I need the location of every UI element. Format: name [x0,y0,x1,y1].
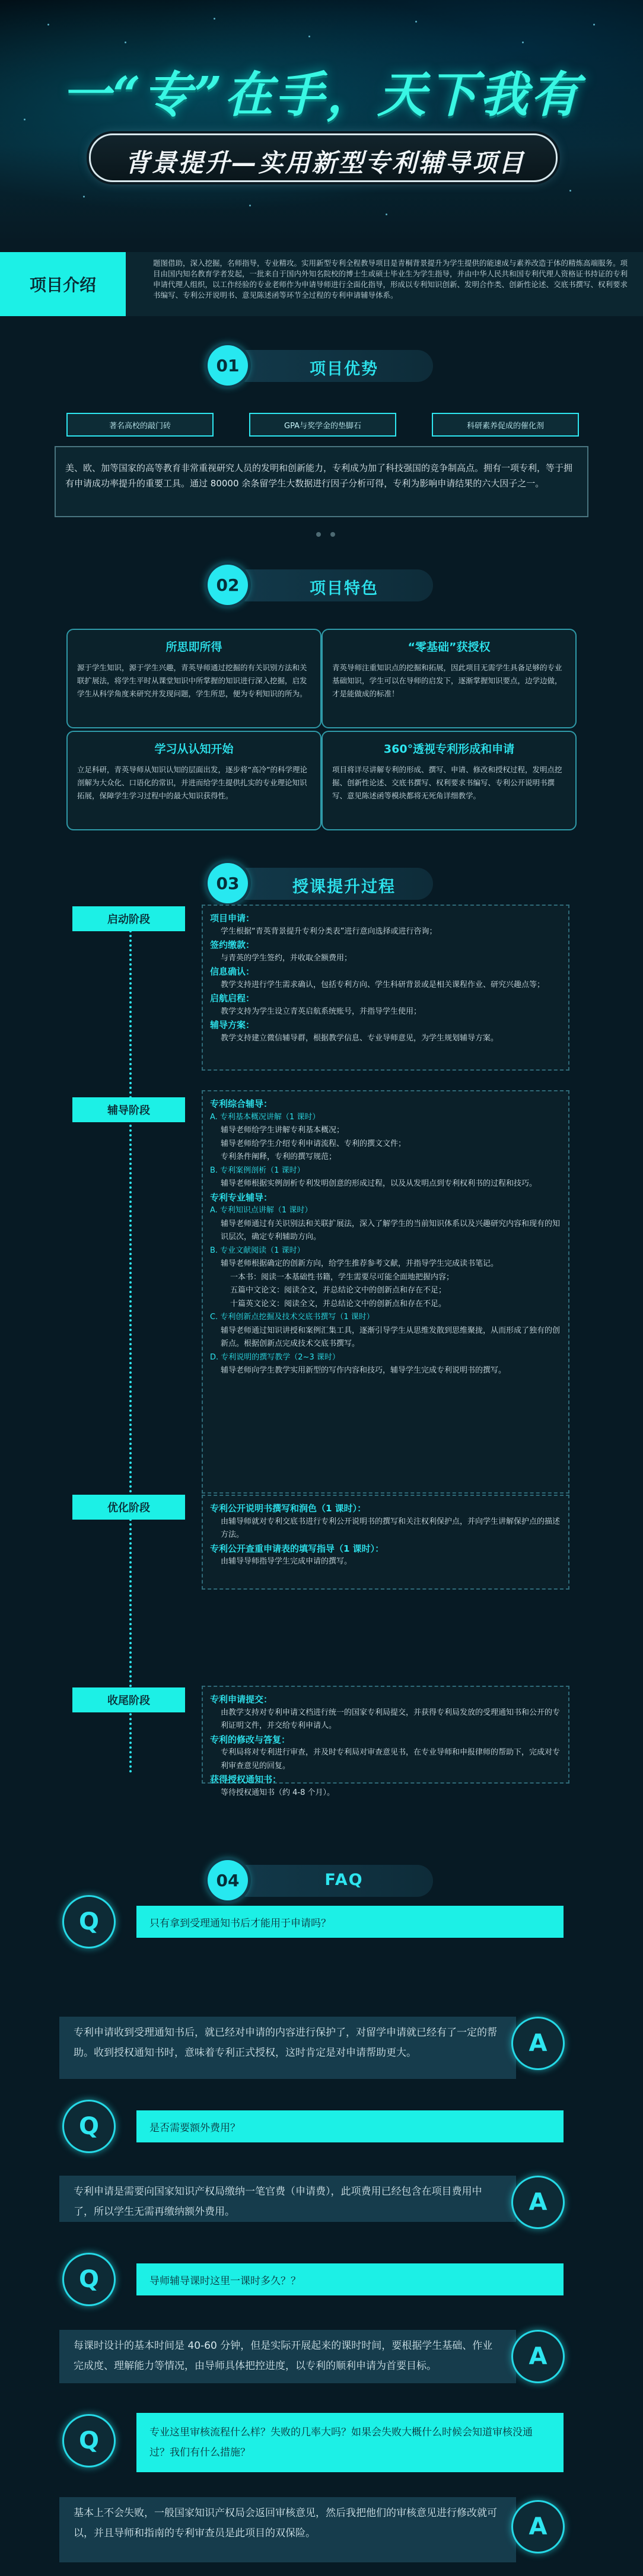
section-number: 03 [208,863,248,903]
section-title: 项目特色 [310,579,378,598]
stage-step-heading: 辅导方案： [210,1020,255,1030]
section-number: 02 [208,565,248,605]
stage-step-heading: 专利专业辅导： [210,1192,273,1203]
stage-step-text: 辅导老师给学生讲解专利基本概况； [221,1126,345,1135]
stage-step-heading: 专利公开说明书撰写和润色（1 课时）： [210,1503,367,1514]
stage-tag-optimize: 优化阶段 [72,1495,185,1520]
stage-step-text: 与青英的学生签约，并收取全额费用； [221,953,352,963]
carousel-dot[interactable] [316,532,321,537]
faq-answer: 基本上不会失败，一般国家知识产权局会返回审核意见，然后我把他们的审核意见进行修改就可以，并且导师和指南的专利审查员是此项目的双保险。 [59,2497,516,2562]
faq-answer: 每课时设计的基本时间是 40-60 分钟，但是实际开展起来的课时时间，要根据学生基础、作业完成度、理解能力等情况，由导师具体把控进度，以专利的顺利申请为首要目标。 [59,2330,516,2383]
section-header-faq [208,1860,439,1900]
stage-step-heading: 专利的修改与答复： [210,1734,291,1745]
question-icon: Q [62,2100,116,2153]
advantage-tab-2[interactable]: GPA与奖学金的垫脚石 [249,413,396,437]
stage-step-text: 由辅导导师指导学生完成申请的撰写。 [221,1557,352,1566]
answer-icon: A [511,2330,565,2383]
question-icon: Q [62,2253,116,2306]
carousel-dot[interactable] [330,532,335,537]
stage-tag-start: 启动阶段 [72,906,185,931]
stage-step-heading: 启航启程： [210,993,255,1004]
stage-step-text: 由教学支持对专利申请文档进行统一的国家专利局提交，并获得专利局发放的受理通知书和公开的专利证明文件，并交给专利申请人。 [221,1708,561,1730]
stage-tag-final: 收尾阶段 [72,1687,185,1712]
section-number: 04 [208,1860,248,1900]
stage-step-text: A. 专利知识点讲解（1 课时） [210,1206,313,1215]
faq-question[interactable]: 专业这里审核流程什么样？失败的几率大吗？如果会失败大概什么时候会知道审核没通过？我们有什么措施？ [136,2413,564,2472]
feature-title: 所思即所得 [165,641,222,654]
section-number: 01 [208,345,248,386]
hero-subtitle-badge [89,133,558,182]
stage-step-text: 辅导老师根据确定的创新方向，给学生推荐参考文献，并指导学生完成读书笔记。 [221,1259,499,1268]
stage-step-text: A. 专利基本概况讲解（1 课时） [210,1112,320,1122]
advantage-tab-3[interactable]: 科研素养促成的催化剂 [432,413,579,437]
stage-step-text: 一本书：阅读一本基础性书籍，学生需要尽可能全面地把握内容； [230,1272,454,1282]
stage-step-text: 教学支持为学生设立青英启航系统账号，并指导学生使用； [221,1007,422,1016]
stage-step-heading: 签约缴款： [210,940,255,950]
section-title: 授课提升过程 [292,878,396,896]
stage-step-text: 十篇英文论文：阅读全文，并总结论文中的创新点和存在不足。 [230,1299,447,1308]
stage-step-heading: 获得授权通知书： [210,1774,282,1785]
stage-box-coaching [202,1090,569,1494]
question-icon: Q [62,2414,116,2467]
feature-title: 360°透视专利形成和申请 [383,743,515,756]
stage-step-text: 专利局将对专利进行审查，并及时专利局对审查意见书，在专业导师和申报律师的帮助下，完成对专利审查意见的回复。 [221,1748,561,1771]
carousel-dots[interactable] [311,528,340,539]
feature-card [66,629,322,728]
feature-text: 立足科研，青英导师从知识认知的层面出发，逐步将“高冷”的科学理论剖解为大众化、口语化的常识，并进而给学生提供扎实的专业理论知识拓展，保障学生学习过程中的最大知识获得性。 [77,765,307,800]
feature-card [66,731,322,830]
stage-box-final [202,1686,569,1797]
section-header-features [208,565,439,605]
stage-step-text: 辅导老师根据实例剖析专利发明创意的形成过程，以及从发明点到专利权利书的过程和技巧。 [221,1179,537,1188]
stage-step-text: B. 专业文献阅读（1 课时） [210,1246,305,1255]
stage-step-heading: 专利公开查重申请表的填写指导（1 课时）： [210,1543,384,1554]
stage-step-text: 学生根据“青英背景提升专利分类表”进行意向选择或进行咨询； [221,926,437,936]
feature-text: 项目将详尽讲解专利的形成、撰写、申请、修改和授权过程，发明点挖掘、创新性论述、交底书撰写、权利要求书编写、专利公开说明书撰写、意见陈述函等模块都将无死角详细教学。 [332,765,562,800]
question-icon: Q [62,1895,116,1948]
section-header-advantages [208,345,439,386]
stage-step-text: 教学支持进行学生需求确认，包括专利方向、学生科研背景或是相关课程作业、研究兴趣点等； [221,980,545,989]
faq-question[interactable]: 只有拿到受理通知书后才能用于申请吗？ [136,1906,564,1938]
section-header-process [208,863,439,903]
hero-banner [0,0,643,243]
intro-text: 题图借助，深入挖掘，名师指导，专业精攻。实用新型专利全程教导项目是青桐背景提升为学生提供的能速成与素养改造于体的精炼高端服务。项目由国内知名教育学者发起，一批来自于国内外知名院校的博士生或硕士毕业生为学生指导，并由中华人民共和国专利代理人资格证书持证的专利申请代理人组织，以工作经验的专业老师作为申请导师进行全面化指导，形成以专利知识创新、发明合作类、创新性论述、交底书撰写、权利要求书编写、专利公开说明书、意见陈述函等环节全过程的专利申请辅导体系。 [126,252,643,316]
section-title: FAQ [324,1871,364,1889]
stage-tag-coaching: 辅导阶段 [72,1097,185,1122]
stage-step-text: 辅导老师给学生介绍专利申请流程、专利的撰文文件； [221,1139,406,1148]
stage-step-text: C. 专利创新点挖掘及技术交底书撰写（1 课时） [210,1313,374,1322]
feature-title: 学习从认知开始 [154,743,234,756]
stage-step-text: 辅导老师通过知识讲授和案例汇集工具，逐渐引导学生从思维发散到思维聚拢，从而形成了独有的创新点。根据创新点完成技术交底书撰写。 [221,1326,561,1348]
stage-step-text: 专利条件阐释，专利的撰写规范； [221,1152,337,1161]
advantage-text: 美、欧、加等国家的高等教育非常重视研究人员的发明和创新能力，专利成为加了科技强国的竞争制高点。拥有一项专利，等于拥有申请成功率提升的重要工具。通过 80000 余条留学生大数据进行因子分析可得，专利为影响申请结果的六大因子之一。 [55,446,588,517]
faq-question[interactable]: 是否需要额外费用？ [136,2110,564,2142]
stage-step-text: 辅导老师向学生教学实用新型的写作内容和技巧，辅导学生完成专利说明书的撰写。 [221,1366,507,1375]
feature-card [322,629,577,728]
faq-answer: 专利申请收到受理通知书后，就已经对申请的内容进行保护了，对留学申请就已经有了一定的帮助。收到授权通知书时，意味着专利正式授权，这时肯定是对申请帮助更大。 [59,2017,516,2079]
intro-tag: 项目介绍 [0,252,126,316]
stage-step-text: 五篇中文论文：阅读全文，并总结论文中的创新点和存在不足； [230,1286,447,1295]
answer-icon: A [511,2017,565,2070]
stage-step-text: D. 专利说明的撰写教学（2~3 课时） [210,1352,340,1362]
stage-step-text: 辅导老师通过有关识别法和关联扩展法，深入了解学生的当前知识体系以及兴趣研究内容和现有的知识层次，确定专利辅助方向。 [221,1219,561,1241]
hero-title: 一“专”在手，天下我有 [61,66,582,123]
feature-card [322,731,577,830]
process-timeline [129,925,132,1773]
stage-box-start [202,905,569,1071]
hero-subtitle: 背景提升—实用新型专利辅导项目 [125,148,526,177]
feature-title: “零基础”获授权 [408,641,491,654]
feature-text: 青英导师注重知识点的挖掘和拓展，因此项目无需学生具备足够的专业基础知识，学生可以在导师的启发下，逐渐掌握知识要点，边学边做，才是能做成的标准！ [332,663,562,698]
answer-icon: A [511,2500,565,2553]
advantage-tab-1[interactable]: 著名高校的敲门砖 [66,413,214,437]
faq-question[interactable]: 导师辅导课时这里一课时多久？？ [136,2263,564,2295]
faq-answer: 专利申请是需要向国家知识产权局缴纳一笔官费（申请费），此项费用已经包含在项目费用中了，所以学生无需再缴纳额外费用。 [59,2176,516,2222]
stage-step-heading: 专利申请提交： [210,1694,273,1705]
stage-step-heading: 专利综合辅导： [210,1098,273,1109]
stage-step-text: B. 专利案例剖析（1 课时） [210,1166,305,1175]
answer-icon: A [511,2176,565,2229]
stage-box-optimize [202,1495,569,1590]
stage-step-text: 由辅导师就对专利交底书进行专利公开说明书的撰写和关注权利保护点，并向学生讲解保护点的描述方法。 [221,1517,561,1539]
stage-step-heading: 项目申请： [210,913,255,924]
stage-step-text: 教学支持建立微信辅导群，根据教学信息、专业导师意见，为学生规划辅导方案。 [221,1033,499,1043]
section-title: 项目优势 [310,360,378,378]
stage-step-text: 等待授权通知书（约 4-8 个月）。 [221,1788,335,1797]
stage-step-heading: 信息确认： [210,966,255,977]
feature-text: 源于学生知识，源于学生兴趣，青英导师通过挖掘的有关识别方法和关联扩展法，将学生平时从课堂知识中所掌握的知识进行深入挖掘，启发学生从科学角度来研究并发现问题，学生所思，便为专利知识的所为。 [77,663,307,698]
